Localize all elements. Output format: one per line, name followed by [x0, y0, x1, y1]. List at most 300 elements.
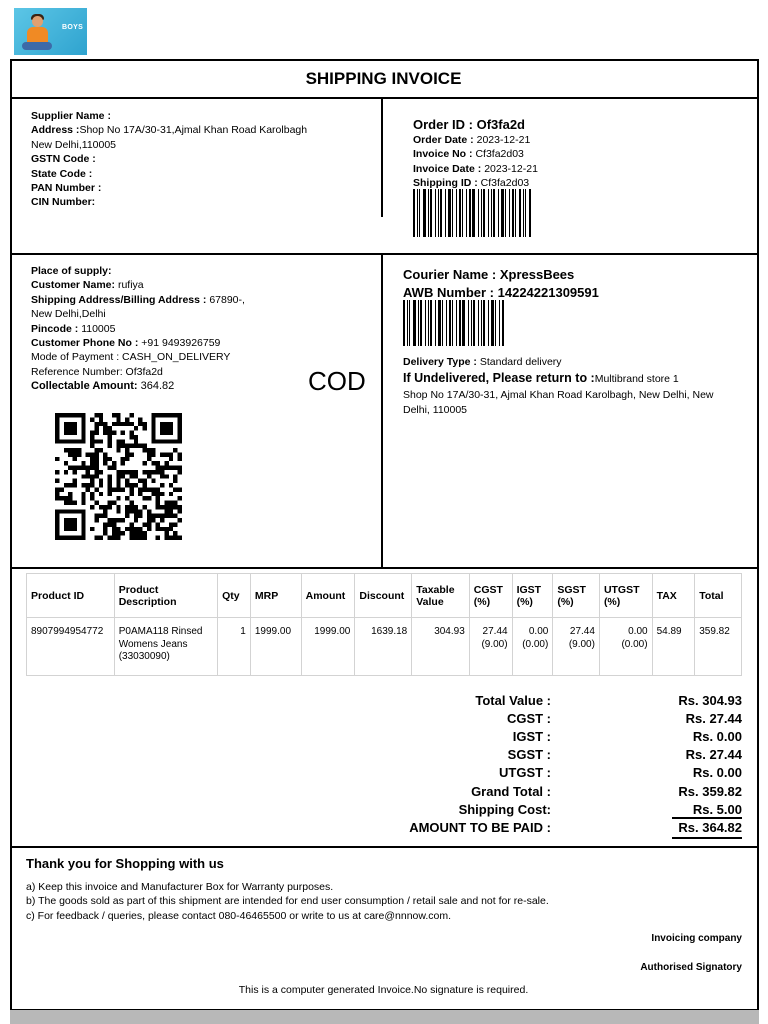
qr-module — [138, 487, 142, 491]
qr-module — [134, 514, 138, 518]
cell-utgst: 0.00 (0.00) — [599, 618, 652, 676]
customer-name-label: Customer Name: — [31, 279, 116, 292]
qr-module — [73, 452, 77, 456]
order-date-label: Order Date : — [413, 134, 474, 146]
qr-module — [103, 426, 107, 430]
qr-module — [138, 417, 142, 421]
col-amount: Amount — [301, 574, 355, 618]
qr-module — [55, 413, 86, 417]
qr-module — [112, 431, 116, 435]
qr-module — [125, 527, 129, 531]
return-address-line2: Delhi, 110005 — [403, 403, 468, 416]
qr-module — [99, 479, 103, 483]
barcode-bar — [407, 300, 408, 346]
qr-module — [147, 452, 151, 456]
collectable-amount-label: Collectable Amount: — [31, 380, 138, 393]
qr-module — [134, 439, 138, 443]
qr-module — [129, 536, 133, 540]
qr-module — [90, 439, 94, 443]
invoice-date-label: Invoice Date : — [413, 162, 482, 175]
qr-module — [90, 457, 94, 461]
qr-module — [169, 483, 173, 487]
qr-module — [143, 422, 147, 426]
qr-module — [169, 501, 173, 505]
qr-module — [86, 474, 90, 478]
qr-module — [134, 474, 138, 478]
qr-module — [164, 536, 168, 540]
qr-module — [108, 479, 112, 483]
barcode-bar — [512, 189, 514, 237]
qr-module — [116, 487, 120, 491]
qr-module — [147, 470, 151, 474]
qr-module — [169, 522, 173, 526]
qr-module — [103, 531, 107, 535]
barcode-bar — [499, 300, 500, 346]
cell-total: 359.82 — [695, 618, 742, 676]
qr-module — [81, 509, 85, 540]
cod-label: COD — [308, 366, 366, 396]
qr-module — [178, 413, 182, 444]
barcode-bar — [502, 300, 504, 346]
qr-module — [129, 509, 133, 513]
cell-amount: 1999.00 — [301, 618, 355, 676]
barcode-bar — [428, 189, 429, 237]
qr-module — [94, 422, 98, 426]
qr-module — [129, 413, 133, 417]
qr-module — [160, 474, 164, 478]
qr-module — [94, 466, 98, 470]
qr-module — [68, 483, 72, 487]
shipping-id-value: Cf3fa2d03 — [480, 177, 530, 190]
qr-module — [112, 522, 116, 526]
qr-module — [156, 501, 160, 505]
qr-module — [116, 505, 120, 509]
supplier-name-label: Supplier Name : — [31, 110, 111, 122]
qr-module — [55, 492, 59, 496]
qr-module — [173, 522, 177, 526]
barcode-bar — [449, 300, 451, 346]
qr-module — [173, 466, 177, 470]
qr-module — [134, 505, 138, 509]
qr-module — [81, 483, 85, 487]
qr-module — [99, 536, 103, 540]
qr-module — [134, 531, 138, 535]
qr-module — [73, 457, 77, 461]
page-title: SHIPPING INVOICE — [305, 69, 462, 88]
courier-name-value: XpressBees — [499, 267, 575, 282]
barcode-bar — [440, 189, 442, 237]
qr-module — [156, 487, 160, 491]
qr-module — [156, 466, 160, 470]
barcode-bar — [459, 189, 461, 237]
qr-module — [121, 431, 125, 435]
divider-under-customer — [10, 567, 759, 569]
qr-module — [108, 457, 112, 461]
qr-module — [178, 457, 182, 461]
computer-generated-note: This is a computer generated Invoice.No signature is required. — [238, 984, 529, 996]
utgst-total-value: Rs. 0.00 — [692, 765, 742, 780]
cell-taxable-value: 304.93 — [412, 618, 470, 676]
qr-module — [116, 479, 120, 483]
qr-module — [143, 461, 147, 465]
qr-module — [151, 461, 155, 465]
qr-module — [134, 426, 138, 430]
qr-module — [99, 413, 103, 417]
qr-module — [64, 448, 68, 452]
qr-module — [64, 422, 77, 435]
qr-module — [94, 448, 98, 452]
qr-module — [178, 509, 182, 513]
qr-module — [164, 452, 168, 456]
qr-module — [108, 518, 112, 522]
cin-label: CIN Number: — [31, 196, 96, 209]
qr-module — [178, 470, 182, 474]
shipping-id-label: Shipping ID : — [413, 177, 478, 190]
barcode-bar — [413, 189, 415, 237]
qr-module — [108, 431, 112, 435]
qr-module — [116, 496, 120, 500]
pincode-value: 110005 — [81, 322, 116, 335]
qr-module — [55, 536, 86, 540]
qr-module — [68, 496, 72, 500]
qr-module — [73, 470, 77, 474]
qr-module — [134, 509, 138, 513]
divider-supplier-order — [381, 99, 383, 217]
qr-module — [160, 483, 164, 487]
qr-module — [112, 461, 116, 465]
qr-module — [108, 487, 112, 491]
qr-module — [90, 474, 94, 478]
qr-module — [90, 496, 94, 500]
qr-module — [125, 483, 129, 487]
qr-module — [94, 431, 98, 435]
delivery-block — [403, 355, 714, 417]
qr-module — [125, 514, 129, 518]
invoice-no-value: Cf3fa2d03 — [475, 148, 524, 161]
awb-value: 14224221309591 — [497, 285, 599, 300]
qr-module — [94, 470, 98, 474]
courier-name-label: Courier Name : — [403, 267, 497, 282]
qr-module — [108, 435, 112, 439]
qr-module — [116, 439, 120, 443]
qr-module — [125, 452, 129, 456]
col-qty: Qty — [218, 574, 251, 618]
qr-module — [151, 479, 155, 483]
qr-module — [112, 531, 116, 535]
col-igst: IGST (%) — [512, 574, 553, 618]
qr-module — [121, 461, 125, 465]
cgst-total-value: Rs. 27.44 — [685, 711, 742, 726]
qr-module — [151, 413, 182, 417]
qr-module — [129, 527, 133, 531]
place-of-supply-label: Place of supply: — [31, 265, 112, 277]
courier-block — [403, 266, 599, 302]
qr-module — [156, 527, 160, 531]
qr-module — [156, 496, 160, 500]
qr-module — [125, 448, 129, 452]
grand-total-value: Rs. 359.82 — [678, 784, 742, 799]
qr-module — [125, 505, 129, 509]
page-bottom-band — [10, 1010, 759, 1024]
qr-module — [94, 439, 98, 443]
qr-module — [121, 439, 125, 443]
barcode-bar — [478, 189, 479, 237]
state-code-label: State Code : — [31, 167, 93, 180]
barcode-bar — [501, 189, 504, 237]
grand-total-label: Grand Total : — [471, 784, 551, 799]
brand-logo — [14, 8, 87, 55]
supplier-address-label: Address : — [31, 124, 80, 137]
qr-module — [129, 483, 133, 487]
qr-module — [116, 413, 120, 417]
qr-module — [164, 505, 168, 509]
qr-module — [90, 431, 94, 435]
qr-module — [143, 531, 147, 535]
qr-module — [73, 501, 77, 505]
qr-module — [147, 509, 151, 513]
invoicing-company-label: Invoicing company — [651, 933, 742, 944]
qr-module — [55, 439, 86, 443]
cell-product-id: 8907994954772 — [27, 618, 115, 676]
qr-module — [160, 452, 164, 456]
order-block — [413, 117, 538, 191]
qr-module — [151, 518, 155, 522]
qr-module — [103, 461, 107, 465]
qr-module — [147, 496, 151, 500]
barcode-bar — [428, 300, 429, 346]
cell-cgst: 27.44 (9.00) — [469, 618, 512, 676]
qr-module — [94, 452, 98, 456]
qr-module — [108, 505, 112, 509]
barcode-bar — [495, 300, 496, 346]
qr-module — [94, 514, 98, 518]
qr-module — [178, 505, 182, 509]
qr-module — [169, 492, 173, 496]
cell-product-description: P0AMA118 Rinsed Womens Jeans (33030090) — [114, 618, 217, 676]
divider-customer-courier — [381, 255, 383, 567]
qr-module — [156, 470, 160, 474]
qr-module — [143, 444, 147, 448]
qr-module — [134, 483, 138, 487]
cell-tax: 54.89 — [652, 618, 695, 676]
qr-module — [81, 492, 85, 496]
logo-text: BOYS — [62, 24, 84, 31]
col-taxable-value: Taxable Value — [412, 574, 470, 618]
qr-module — [138, 514, 142, 518]
invoice-date-value: 2023-12-21 — [484, 162, 538, 175]
barcode-bar — [469, 189, 471, 237]
barcode-bar — [413, 300, 416, 346]
barcode-bar — [459, 300, 461, 346]
qr-module — [99, 505, 103, 509]
qr-module — [164, 527, 168, 531]
qr-module — [90, 461, 94, 465]
qr-module — [90, 527, 94, 531]
qr-module — [59, 496, 63, 500]
logo-figure-head — [32, 16, 43, 27]
cgst-total-label: CGST : — [506, 711, 551, 726]
qr-module — [73, 479, 77, 483]
barcode-bar — [466, 189, 467, 237]
payment-mode: Mode of Payment : CASH_ON_DELIVERY — [31, 351, 231, 364]
qr-module — [156, 492, 160, 496]
qr-module — [178, 466, 182, 470]
qr-module — [169, 536, 173, 540]
barcode-bar — [488, 300, 489, 346]
authorised-signatory-label: Authorised Signatory — [640, 962, 742, 973]
qr-module — [68, 492, 72, 496]
qr-module — [68, 448, 72, 452]
qr-module — [151, 439, 182, 443]
qr-module — [169, 509, 173, 513]
qr-module — [81, 474, 85, 478]
qr-module — [151, 492, 155, 496]
qr-module — [121, 444, 125, 448]
qr-module — [178, 536, 182, 540]
col-utgst: UTGST (%) — [599, 574, 652, 618]
shipping-address-line1: 67890-, — [209, 293, 245, 306]
barcode-bar — [430, 189, 432, 237]
qr-module — [147, 518, 151, 522]
qr-module — [86, 483, 90, 487]
shipping-cost-value: Rs. 5.00 — [692, 802, 742, 817]
qr-module — [160, 514, 164, 518]
qr-module — [125, 422, 129, 426]
qr-module — [143, 448, 147, 452]
qr-module — [169, 505, 173, 509]
qr-module — [108, 466, 112, 470]
qr-module — [94, 413, 98, 417]
qr-module — [143, 426, 147, 430]
cell-mrp: 1999.00 — [250, 618, 301, 676]
qr-module — [138, 509, 142, 513]
qr-module — [99, 439, 103, 443]
barcode-bar — [409, 300, 410, 346]
qr-module — [129, 444, 133, 448]
barcode-bar — [498, 189, 499, 237]
qr-module — [90, 492, 94, 496]
qr-module — [160, 492, 164, 496]
qr-module — [116, 536, 120, 540]
note-resale: b) The goods sold as part of this shipment are intended for end user consumption / retail sale and not for re-sale. — [26, 895, 549, 908]
invoice-no-label: Invoice No : — [413, 148, 473, 161]
qr-module — [121, 518, 125, 522]
qr-module — [55, 413, 59, 444]
qr-module — [116, 483, 120, 487]
col-tax: TAX — [652, 574, 695, 618]
qr-module — [103, 422, 107, 426]
customer-phone-label: Customer Phone No : — [31, 337, 139, 350]
qr-module — [143, 487, 147, 491]
items-table-header — [27, 574, 742, 618]
barcode-bar — [515, 189, 516, 237]
qr-module — [156, 505, 160, 509]
barcode-bar — [525, 189, 526, 237]
barcode-bar — [452, 189, 453, 237]
qr-module — [103, 452, 107, 456]
qr-module — [94, 426, 98, 430]
qr-module — [164, 461, 168, 465]
qr-module — [138, 444, 142, 448]
qr-module — [169, 466, 173, 470]
order-date-value: 2023-12-21 — [476, 134, 531, 146]
barcode-bar — [472, 189, 475, 237]
qr-module — [169, 457, 173, 461]
qr-module — [103, 431, 107, 435]
qr-module — [116, 531, 120, 535]
qr-module — [94, 461, 98, 465]
barcode-bar — [446, 300, 447, 346]
qr-module — [90, 452, 94, 456]
qr-module — [143, 479, 147, 483]
sgst-total-label: SGST : — [507, 747, 551, 762]
qr-module — [103, 509, 107, 513]
qr-module — [55, 487, 59, 491]
qr-module — [160, 470, 164, 474]
qr-module — [77, 452, 81, 456]
barcode-bar — [468, 300, 469, 346]
qr-module — [173, 501, 177, 505]
total-value-label: Total Value : — [475, 693, 551, 708]
barcode-bar — [523, 189, 524, 237]
gstn-label: GSTN Code : — [31, 153, 96, 166]
qr-module — [151, 487, 155, 491]
qr-module — [121, 422, 125, 426]
qr-module — [125, 417, 129, 421]
qr-module — [116, 448, 120, 452]
qr-module — [169, 527, 173, 531]
awb-barcode — [403, 300, 511, 346]
qr-module — [160, 527, 164, 531]
shipping-cost-label: Shipping Cost: — [458, 802, 551, 817]
qr-module — [129, 522, 133, 526]
qr-module — [173, 531, 177, 535]
qr-module — [164, 531, 168, 535]
barcode-bar — [438, 300, 441, 346]
qr-module — [55, 509, 86, 513]
qr-module — [147, 527, 151, 531]
qr-module — [59, 487, 63, 491]
qr-module — [121, 457, 125, 461]
qr-module — [108, 426, 112, 430]
qr-module — [164, 474, 168, 478]
qr-module — [112, 536, 116, 540]
qr-module — [108, 492, 112, 496]
qr-module — [143, 470, 147, 474]
qr-module — [138, 531, 142, 535]
return-label: If Undelivered, Please return to : — [403, 371, 595, 386]
qr-module — [138, 527, 142, 531]
pan-label: PAN Number : — [31, 182, 102, 195]
barcode-bar — [435, 189, 436, 237]
divider-above-footer — [10, 846, 759, 848]
qr-module — [134, 435, 138, 439]
table-row — [27, 618, 742, 676]
col-product-id: Product ID — [27, 574, 115, 618]
shipping-cost-underline — [672, 817, 742, 819]
qr-module — [73, 466, 77, 470]
qr-module — [143, 522, 147, 526]
barcode-bar — [438, 189, 439, 237]
qr-module — [64, 518, 77, 531]
igst-total-label: IGST : — [512, 729, 551, 744]
qr-module — [55, 457, 59, 461]
qr-module — [55, 496, 59, 500]
qr-module — [108, 444, 112, 448]
return-address-line1: Shop No 17A/30-31, Ajmal Khan Road Karolbagh, New Delhi, New — [403, 389, 714, 402]
igst-total-value: Rs. 0.00 — [692, 729, 742, 744]
qr-module — [94, 536, 98, 540]
